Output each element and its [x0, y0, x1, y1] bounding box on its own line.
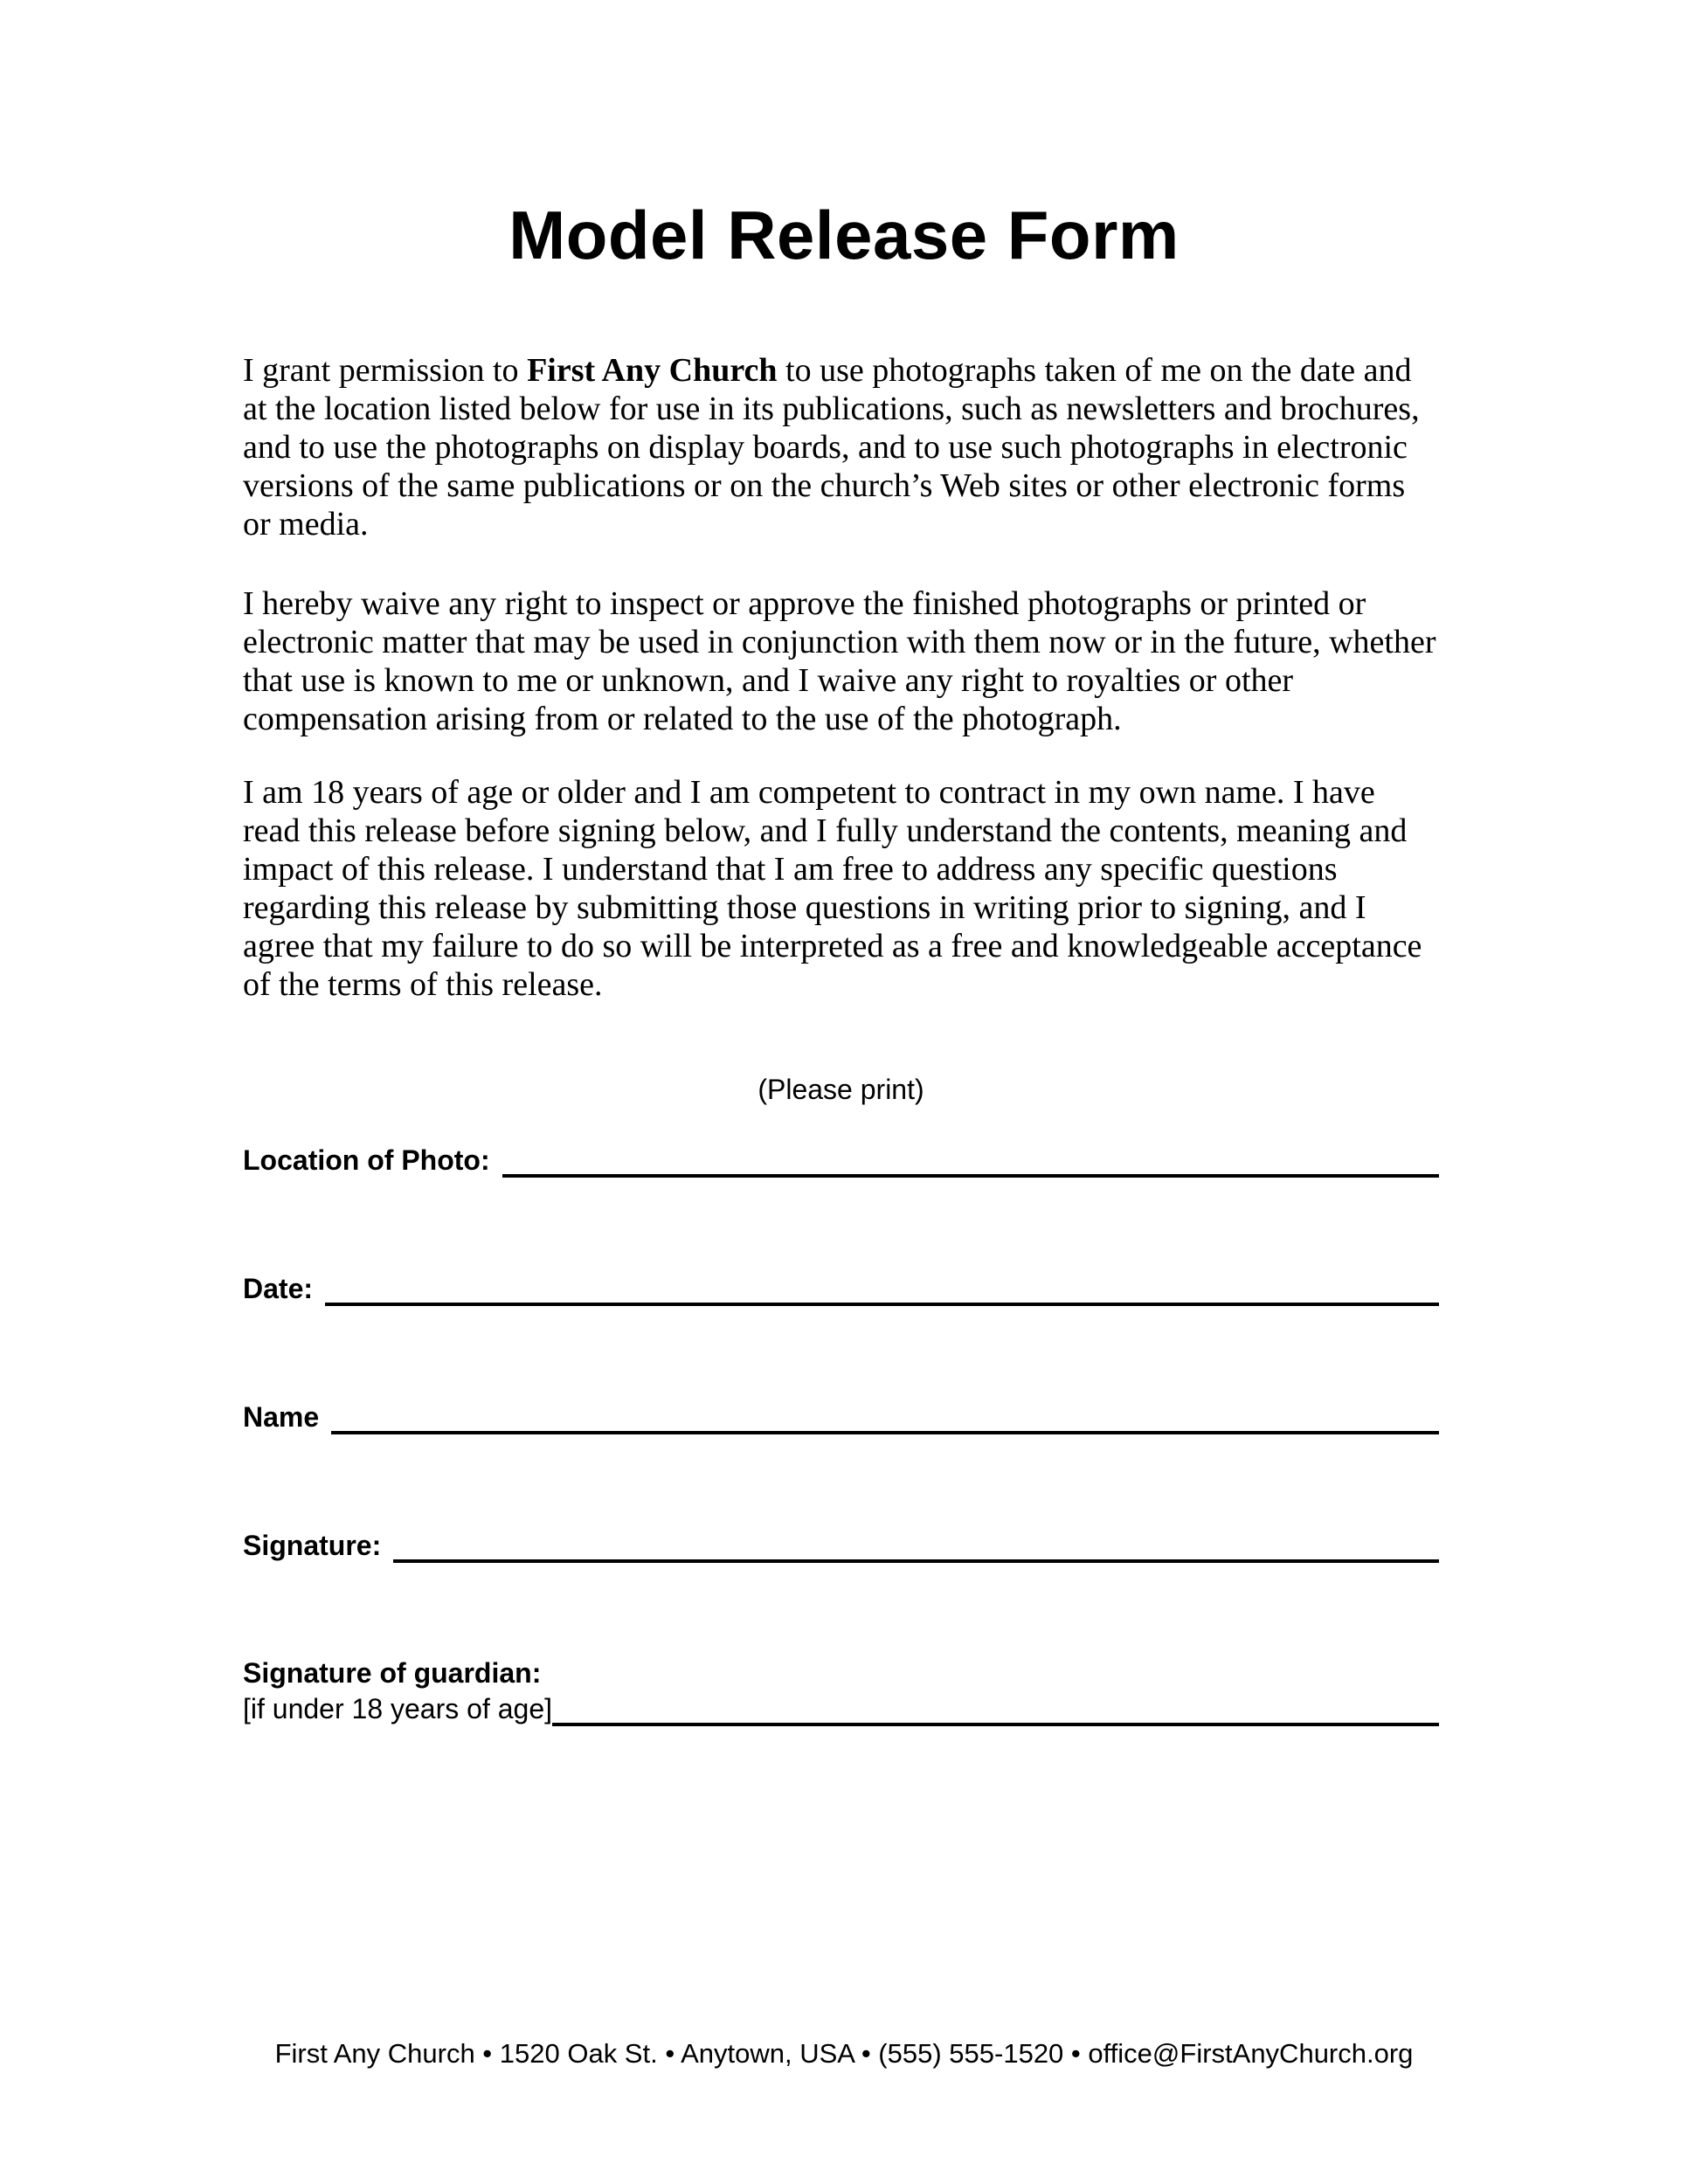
paragraph-age-consent: I am 18 years of age or older and I am competent to contract in my own name. I have read this release before signing below, and I fully understand the contents, meaning and impact of this release. I understand that I am free to address any specific questions regarding this release by submitting those questions in writing prior to signing, and I agree that my failure to do so will be interpreted as a free and knowledgeable acceptance of the terms of this release.	[243, 774, 1422, 1003]
signature-blank-line[interactable]	[393, 1527, 1439, 1563]
guardian-signature-label: Signature of guardian:	[243, 1657, 542, 1689]
document-body	[0, 351, 1688, 1726]
paragraph-waiver: I hereby waive any right to inspect or approve the finished photographs or printed or electronic matter that may be used in conjunction with them now or in the future, whether that use is known to me or unknown, and I waive any right to royalties or other compensation arising from or related to the use of the photograph.	[243, 585, 1436, 737]
p1-text-after: to use photographs taken of me on the date and at the location listed below for use in its publications, such as newsletters and brochures, and to use the photographs on display boards, and to use such photographs in electronic versions of the same publications or on the church’s Web sites or other electronic forms or media.	[243, 352, 1420, 543]
date-label: Date:	[243, 1273, 314, 1304]
p1-text-before: I grant permission to	[243, 352, 528, 389]
please-print-note: (Please print)	[758, 1074, 924, 1105]
page-title: Model Release Form	[508, 197, 1180, 273]
signature-label: Signature:	[243, 1530, 382, 1561]
guardian-signature-blank-line[interactable]	[552, 1690, 1439, 1726]
field-name	[243, 1399, 1439, 1434]
guardian-age-sublabel: [if under 18 years of age]	[243, 1693, 552, 1724]
date-blank-line[interactable]	[325, 1270, 1439, 1306]
name-blank-line[interactable]	[331, 1399, 1439, 1434]
guardian-signature-row	[243, 1690, 1439, 1726]
field-guardian-signature	[243, 1655, 1439, 1726]
name-label: Name	[243, 1401, 320, 1433]
field-date	[243, 1270, 1439, 1306]
p1-church-name: First Any Church	[527, 352, 778, 389]
field-location-of-photo	[243, 1142, 1439, 1178]
field-signature	[243, 1527, 1439, 1563]
paragraph-grant-permission	[243, 351, 1439, 543]
location-of-photo-blank-line[interactable]	[502, 1142, 1439, 1178]
footer-contact-line: First Any Church • 1520 Oak St. • Anytown, USA • (555) 555-1520 • office@FirstAnyChurch.org	[274, 2038, 1414, 2069]
location-of-photo-label: Location of Photo:	[243, 1144, 490, 1176]
